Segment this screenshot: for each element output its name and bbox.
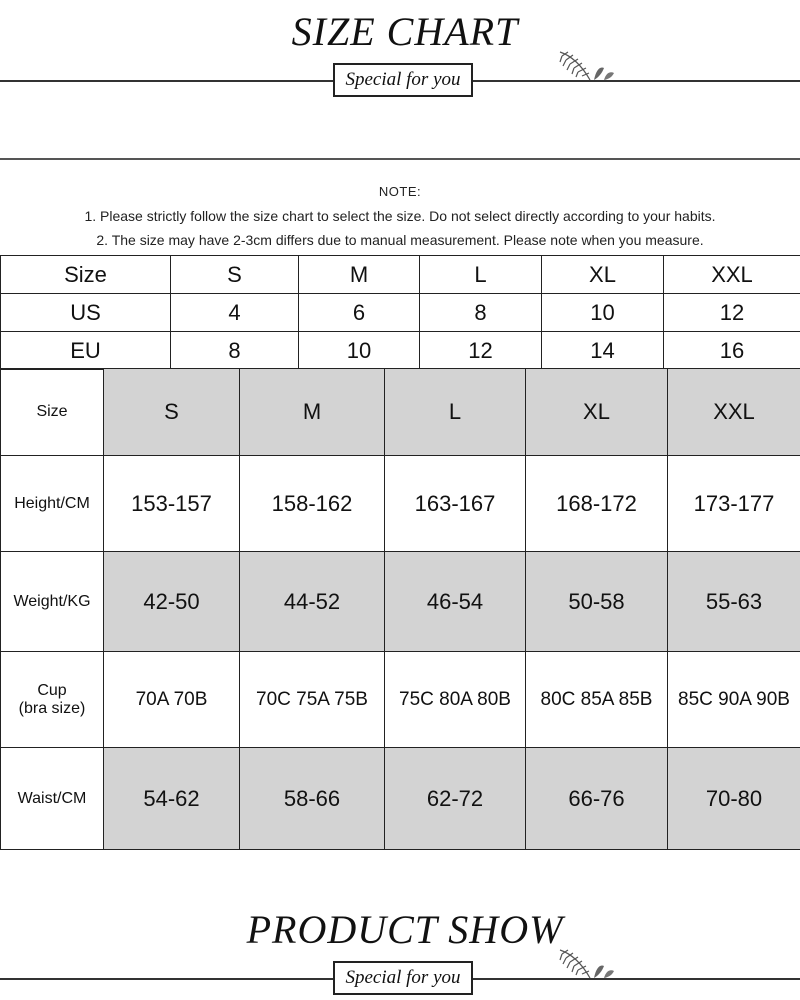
size-measurement-table [0,368,800,850]
table-row [1,332,800,370]
table-cell: US [1,294,171,332]
table-cell: 8 [420,294,542,332]
table-cell: 66-76 [526,748,668,850]
table-header-cell: Size [1,256,171,294]
table-header-cell: XXL [668,369,800,456]
note-title: NOTE: [378,184,422,199]
table-header-cell: M [240,369,385,456]
table-header-cell: S [171,256,299,294]
table-header-cell: M [299,256,420,294]
table-cell: 4 [171,294,299,332]
table-cell: 54-62 [104,748,240,850]
note-line-2: 2. The size may have 2-3cm differs due to manual measurement. Please note when you measure. [96,232,704,248]
table-cell: 75C 80A 80B [385,652,526,748]
product-show-header [0,898,800,998]
table-row [1,369,800,456]
row-label: Waist/CM [1,748,104,850]
row-label [1,652,104,748]
table-cell: 12 [664,294,800,332]
section-divider [0,158,800,160]
table-row [1,294,800,332]
table-header-cell: XL [542,256,664,294]
table-cell: 163-167 [385,456,526,552]
table-cell: 58-66 [240,748,385,850]
note-line-1: 1. Please strictly follow the size chart to select the size. Do not select directly according to your habits. [84,208,716,224]
product-show-title: PRODUCT SHOW [246,907,564,952]
table-cell: 16 [664,332,800,370]
table-cell: 80C 85A 85B [526,652,668,748]
table-cell: 8 [171,332,299,370]
table-cell: 158-162 [240,456,385,552]
size-chart-title: SIZE CHART [291,9,519,54]
table-cell: 70-80 [668,748,800,850]
table-cell: 168-172 [526,456,668,552]
table-cell: 10 [542,294,664,332]
table-cell: 173-177 [668,456,800,552]
leaf-icon [552,46,622,82]
table-cell: 10 [299,332,420,370]
row-label-main: Cup [37,681,67,699]
table-row [1,456,800,552]
table-cell: 70A 70B [104,652,240,748]
table-cell: 70C 75A 75B [240,652,385,748]
special-tag: Special for you [333,63,473,97]
leaf-icon [552,944,622,980]
table-cell: 14 [542,332,664,370]
table-row [1,652,800,748]
table-row [1,552,800,652]
table-cell: 62-72 [385,748,526,850]
table-cell: 50-58 [526,552,668,652]
note-block [0,180,800,252]
row-label-sub: (bra size) [18,699,86,717]
table-cell: 12 [420,332,542,370]
table-cell: 44-52 [240,552,385,652]
table-cell: EU [1,332,171,370]
row-label: Height/CM [1,456,104,552]
table-header-cell: S [104,369,240,456]
size-chart-header [0,0,800,100]
table-cell: 55-63 [668,552,800,652]
table-cell: 42-50 [104,552,240,652]
size-conversion-table [0,255,800,370]
table-header-cell: XXL [664,256,800,294]
table-cell: 6 [299,294,420,332]
row-label: Weight/KG [1,552,104,652]
table-row [1,256,800,294]
special-tag: Special for you [333,961,473,995]
table-cell: 85C 90A 90B [668,652,800,748]
table-header-cell: Size [1,369,104,456]
table-header-cell: L [420,256,542,294]
table-header-cell: L [385,369,526,456]
table-cell: 46-54 [385,552,526,652]
table-cell: 153-157 [104,456,240,552]
table-row [1,748,800,850]
table-header-cell: XL [526,369,668,456]
